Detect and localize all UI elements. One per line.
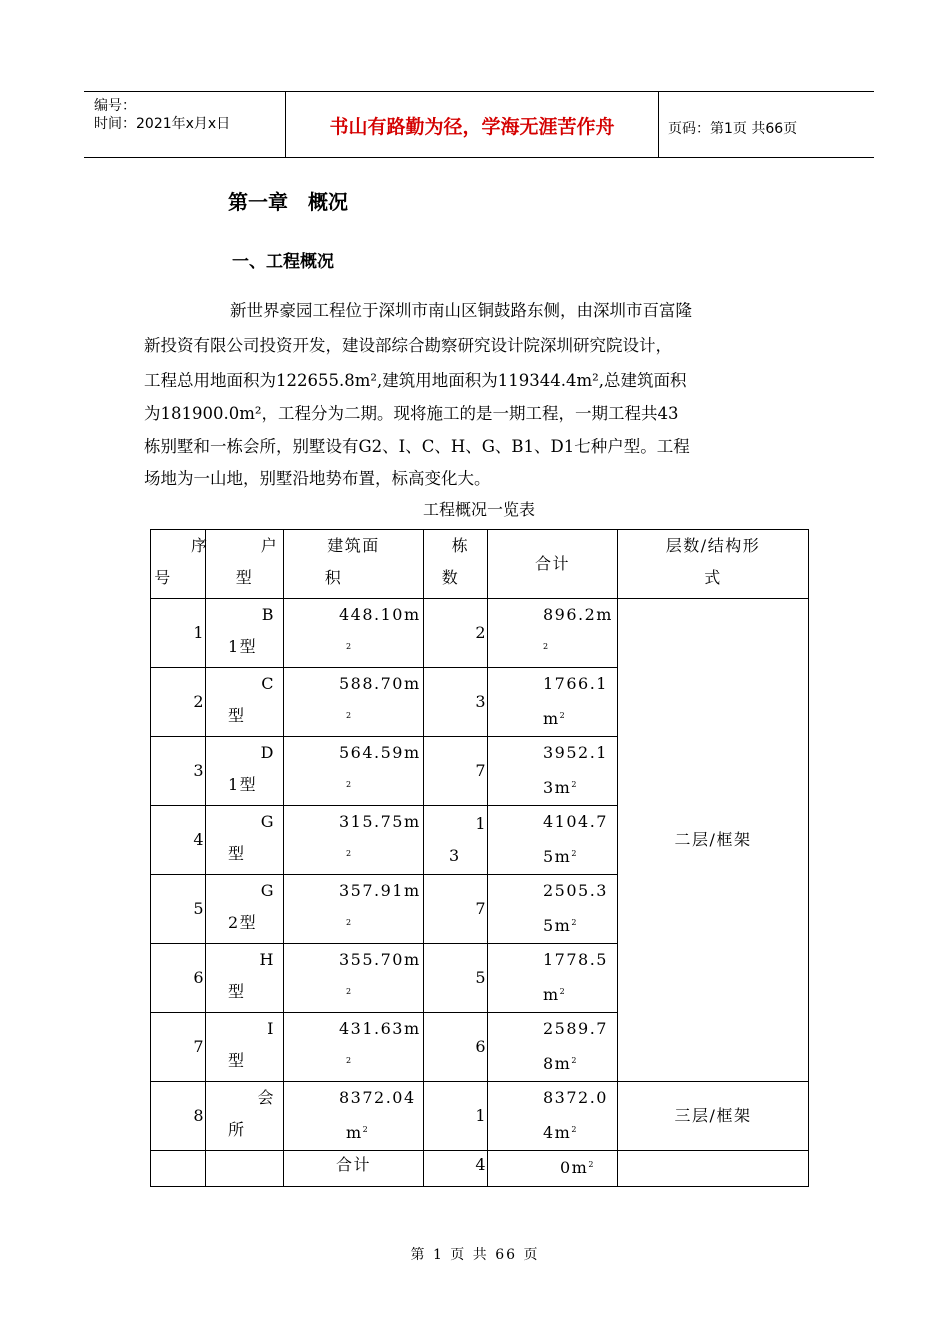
cell-seq: 2 <box>151 668 206 737</box>
table-row <box>151 1082 809 1151</box>
header-motto: 书山有路勤为径，学海无涯苦作舟 <box>329 116 615 138</box>
cell-area: 588.70m $^2$ <box>284 668 424 737</box>
table-row <box>151 599 809 668</box>
cell-empty <box>151 1151 206 1187</box>
cell-type: D 1型 <box>206 737 284 806</box>
cell-seq: 8 <box>151 1082 206 1151</box>
cell-count: 6 <box>424 1013 488 1082</box>
header-bottom-rule <box>84 157 874 158</box>
cell-seq: 7 <box>151 1013 206 1082</box>
cell-area: 448.10m $^2$ <box>284 599 424 668</box>
paragraph-line: 工程总用地面积为122655.8m²,建筑用地面积为119344.4m²,总建筑面积 <box>144 371 687 390</box>
cell-area: 315.75m $^2$ <box>284 806 424 875</box>
cell-total: 2589.7 $8m^2$ <box>488 1013 618 1082</box>
cell-count: 1 <box>424 1082 488 1151</box>
cell-type: G 型 <box>206 806 284 875</box>
cell-total: 3952.1 $3m^2$ <box>488 737 618 806</box>
cell-area: 431.63m $^2$ <box>284 1013 424 1082</box>
cell-total: 1778.5 $m^2$ <box>488 944 618 1013</box>
cell-count: 7 <box>424 737 488 806</box>
cell-type: C 型 <box>206 668 284 737</box>
cell-total: 1766.1 $m^2$ <box>488 668 618 737</box>
cell-seq: 3 <box>151 737 206 806</box>
cell-area: 8372.04 $m^2$ <box>284 1082 424 1151</box>
cell-count: 2 <box>424 599 488 668</box>
cell-area: 564.59m $^2$ <box>284 737 424 806</box>
cell-type: 会 所 <box>206 1082 284 1151</box>
paragraph-line: 场地为一山地，别墅沿地势布置，标高变化大。 <box>144 469 491 488</box>
cell-seq: 4 <box>151 806 206 875</box>
header-type: 户 型 <box>206 530 284 599</box>
header-structure: 层数/结构形 式 <box>618 530 809 599</box>
cell-area: 357.91m $^2$ <box>284 875 424 944</box>
cell-structure-club: 三层/框架 <box>618 1082 809 1151</box>
cell-structure-villa: 二层/框架 <box>618 599 809 1082</box>
cell-total: 4104.7 $5m^2$ <box>488 806 618 875</box>
cell-type: I 型 <box>206 1013 284 1082</box>
paragraph-line: 新投资有限公司投资开发，建设部综合勘察研究设计院深圳研究院设计， <box>144 336 672 355</box>
cell-type: B 1型 <box>206 599 284 668</box>
paragraph-line: 为181900.0m²，工程分为二期。现将施工的是一期工程，一期工程共43 <box>144 404 679 423</box>
cell-total: 2505.3 $5m^2$ <box>488 875 618 944</box>
cell-empty <box>206 1151 284 1187</box>
document-date-label: 时间：2021年x月x日 <box>94 116 231 132</box>
cell-total: 8372.0 $4m^2$ <box>488 1082 618 1151</box>
header-separator-right <box>658 91 659 158</box>
header-area: 建筑面 积 <box>284 530 424 599</box>
cell-count: 5 <box>424 944 488 1013</box>
sum-label: 合计 <box>284 1151 424 1187</box>
section-title: 一、工程概况 <box>232 252 334 272</box>
cell-area: 355.70m $^2$ <box>284 944 424 1013</box>
cell-seq: 6 <box>151 944 206 1013</box>
cell-count: 1 3 <box>424 806 488 875</box>
table-header-row <box>151 530 809 599</box>
cell-seq: 5 <box>151 875 206 944</box>
header-seq: 序 号 <box>151 530 206 599</box>
paragraph-line: 栋别墅和一栋会所，别墅设有G2、I、C、H、G、B1、D1七种户型。工程 <box>144 437 690 456</box>
header-total: 合计 <box>488 530 618 599</box>
document-code-label: 编号： <box>94 98 136 114</box>
page-footer: 第 1 页 共 66 页 <box>410 1247 540 1263</box>
cell-seq: 1 <box>151 599 206 668</box>
chapter-title: 第一章 概况 <box>228 190 348 214</box>
header-top-rule <box>84 91 874 92</box>
cell-type: H 型 <box>206 944 284 1013</box>
cell-count: 7 <box>424 875 488 944</box>
cell-total: 896.2m $^2$ <box>488 599 618 668</box>
cell-count: 3 <box>424 668 488 737</box>
page-number-label: 页码：第1页 共66页 <box>668 121 798 137</box>
sum-count: 4 <box>424 1151 488 1187</box>
project-overview-table <box>150 529 809 1187</box>
paragraph-line: 新世界豪园工程位于深圳市南山区铜鼓路东侧，由深圳市百富隆 <box>230 301 692 320</box>
sum-total: $0m^2$ <box>488 1151 618 1187</box>
table-sum-row <box>151 1151 809 1187</box>
header-count: 栋 数 <box>424 530 488 599</box>
cell-type: G 2型 <box>206 875 284 944</box>
table-caption: 工程概况一览表 <box>422 500 535 519</box>
cell-empty <box>618 1151 809 1187</box>
